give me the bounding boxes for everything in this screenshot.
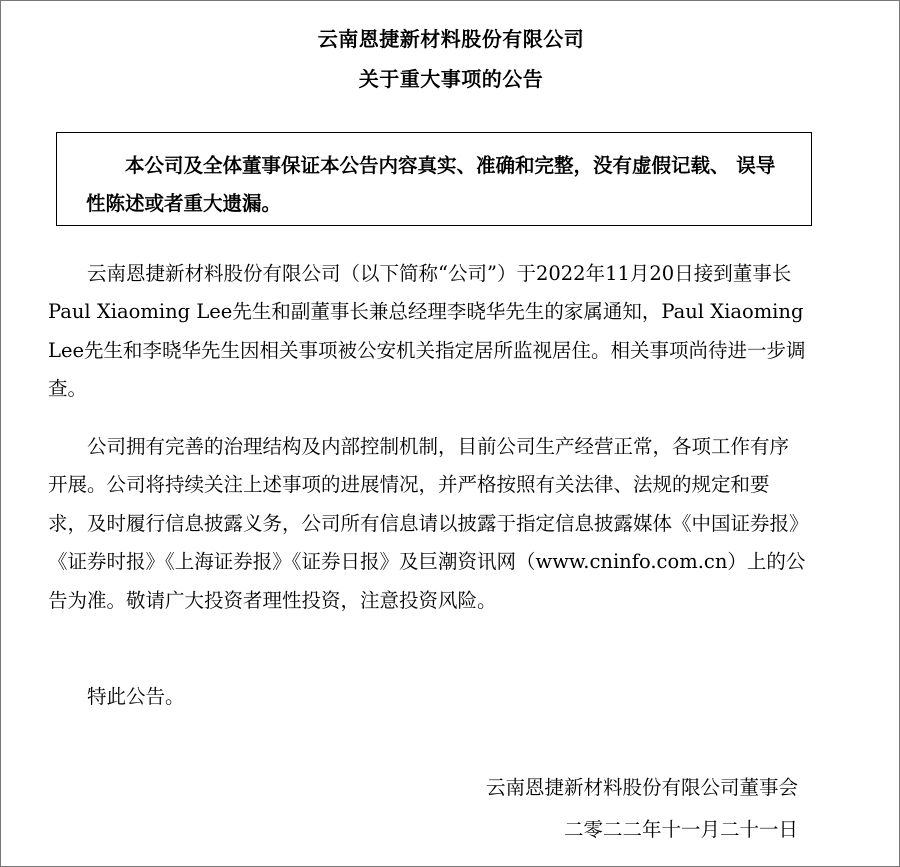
notice-title: 关于重大事项的公告 (358, 67, 544, 91)
body-paragraph-event: 云南恩捷新材料股份有限公司（以下简称“公司”）于2022年11月20日接到董事长Paul Xiaoming Lee先生和副董事长兼总经理李晓华先生的家属通知，Paul Xiaoming Lee先生和李晓华先生因相关事项被公安机关指定居所监视居住。相关事项尚待进一步调查。 (48, 262, 806, 401)
body-paragraph-governance: 公司拥有完善的治理结构及内部控制机制，目前公司生产经营正常，各项工作有序开展。公司将持续关注上述事项的进展情况，并严格按照有关法律、法规的规定和要求，及时履行信息披露义务，公司所有信息请以披露于指定信息披露媒体《中国证券报》《证券时报》《上海证券报》《证券日报》及巨潮资讯网（www.cninfo.com.cn）上的公告为准。敬请广大投资者理性投资，注意投资风险。 (48, 435, 806, 612)
body-paragraph-closing: 特此公告。 (87, 685, 185, 708)
company-title: 云南恩捷新材料股份有限公司 (317, 27, 585, 51)
board-guarantee-statement: 本公司及全体董事保证本公告内容真实、准确和完整，没有虚假记载、 误导性陈述或者重大遗漏。 (56, 132, 812, 226)
announcement-date: 二零二二年十一月二十一日 (563, 818, 798, 841)
board-signature: 云南恩捷新材料股份有限公司董事会 (485, 776, 798, 799)
